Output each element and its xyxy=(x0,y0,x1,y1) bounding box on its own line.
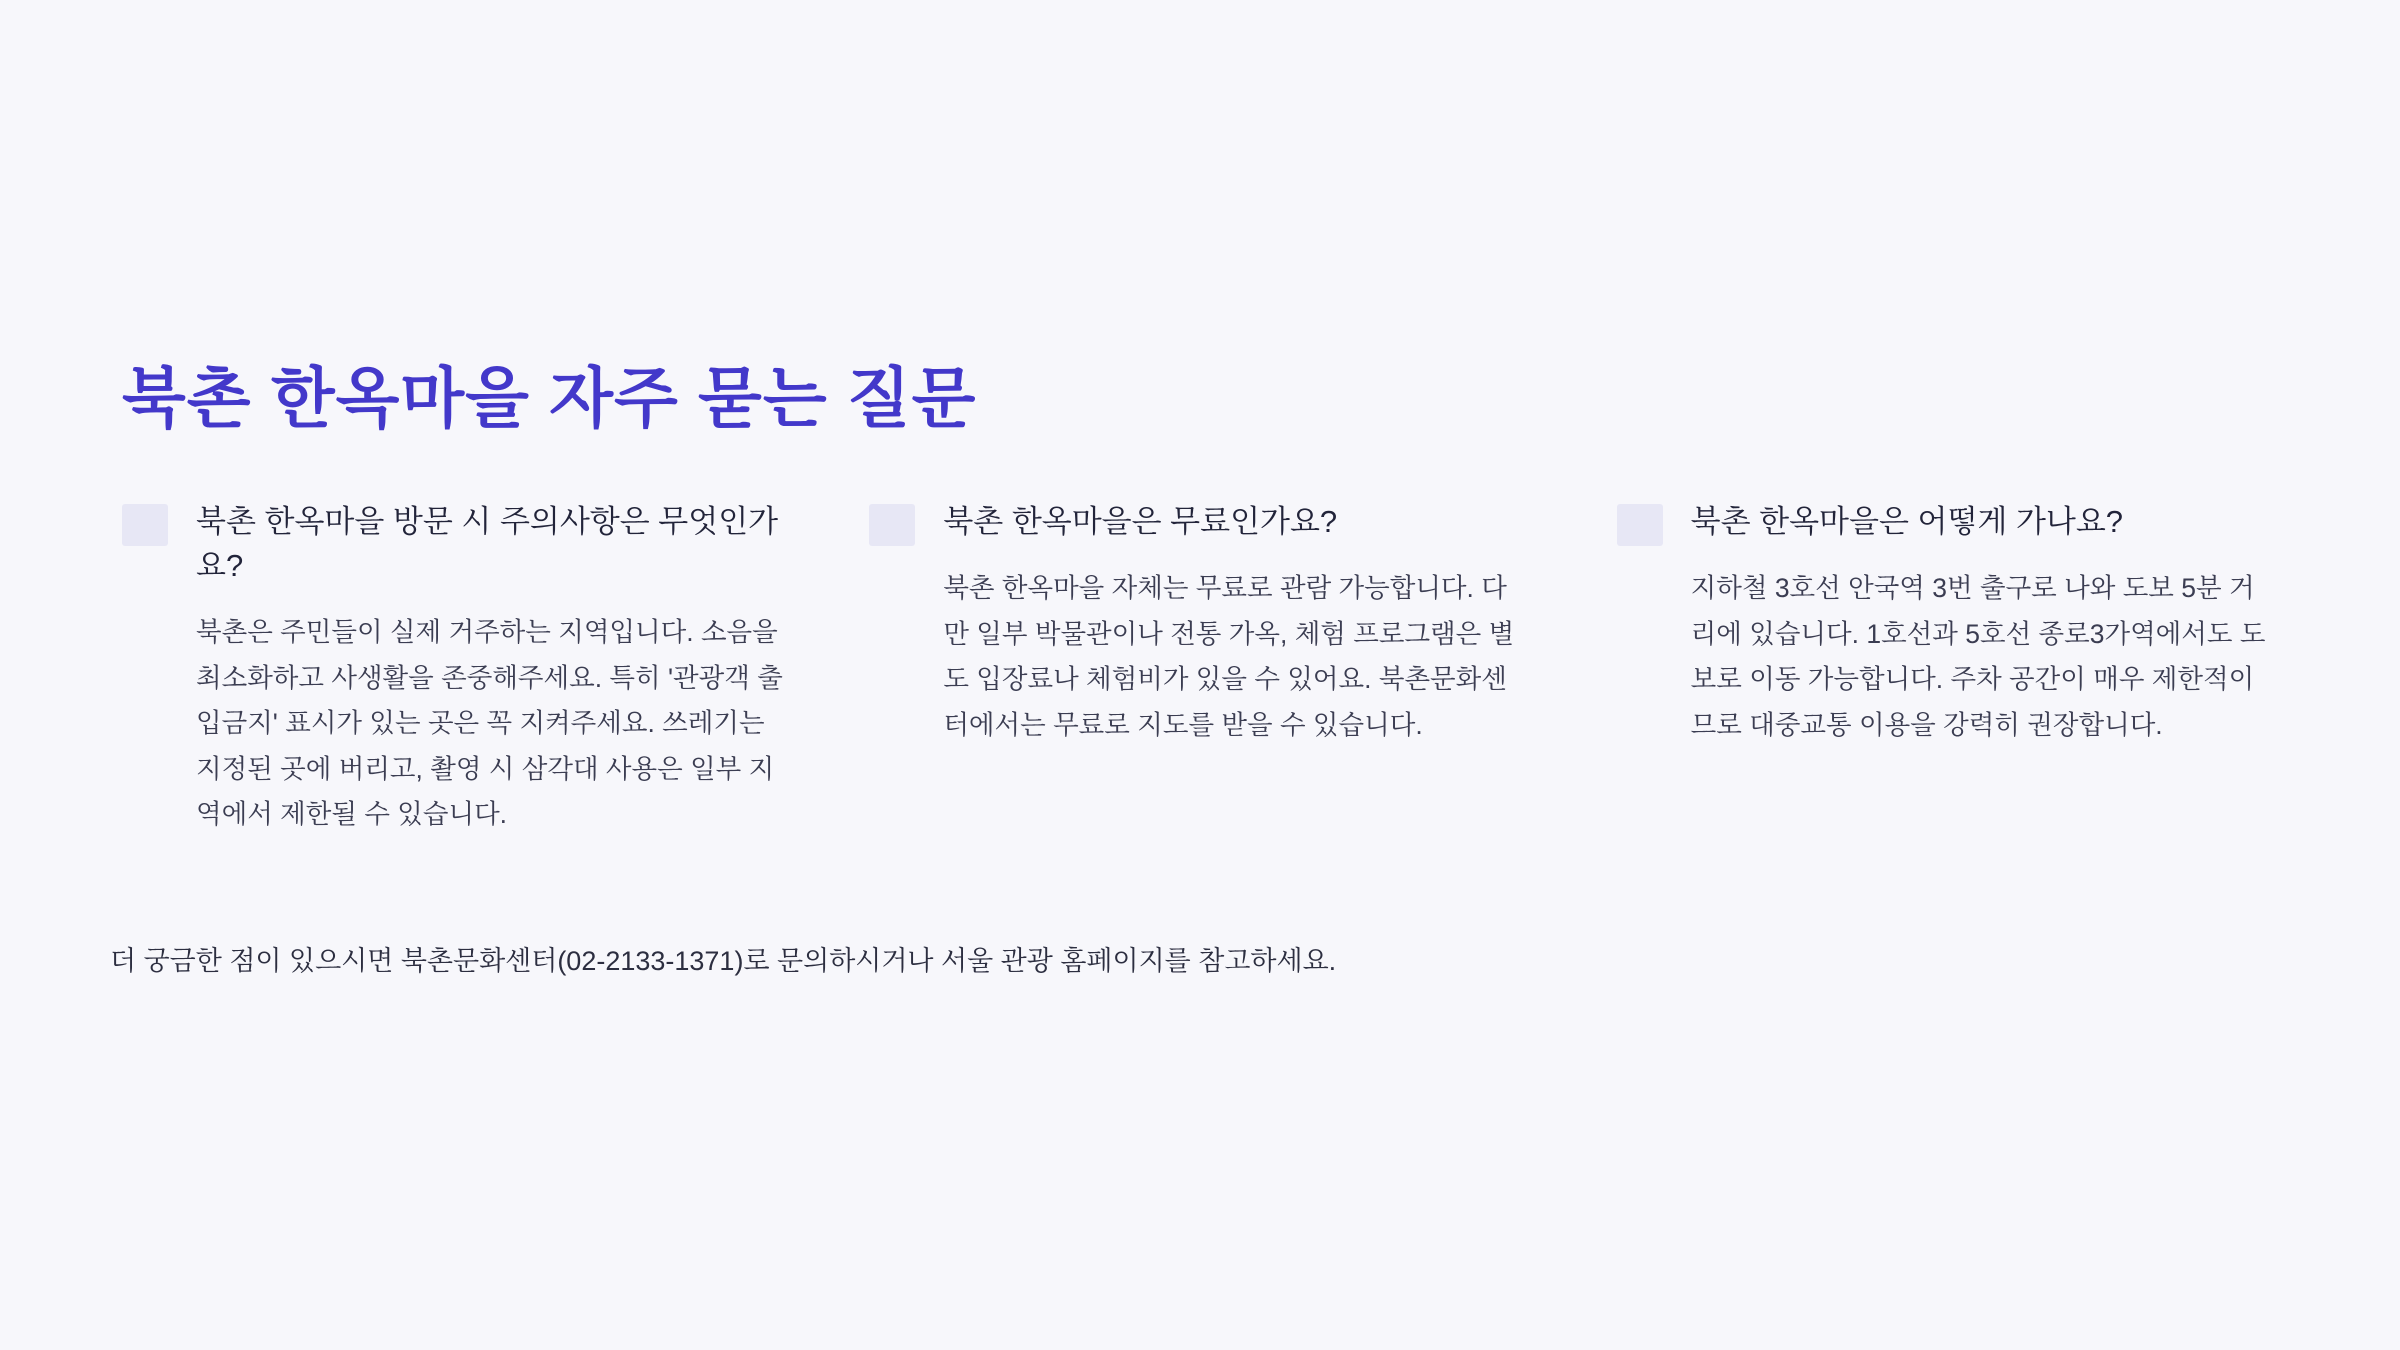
faq-list xyxy=(122,500,2278,838)
faq-answer: 북촌은 주민들이 실제 거주하는 지역입니다. 소음을 최소화하고 사생활을 존중해주세요. 특히 '관광객 출입금지' 표시가 있는 곳은 꼭 지켜주세요. 쓰레기는 지정된 곳에 버리고, 촬영 시 삼각대 사용은 일부 지역에서 제한될 수 있습니다. xyxy=(196,617,783,830)
question-square-icon xyxy=(122,504,168,546)
footer-note: 더 궁금한 점이 있으시면 북촌문화센터(02-2133-1371)로 문의하시거나 서울 관광 홈페이지를 참고하세요. xyxy=(110,946,1337,976)
page-title: 북촌 한옥마을 자주 묻는 질문 xyxy=(122,361,977,436)
faq-item xyxy=(1617,500,2278,748)
faq-question: 북촌 한옥마을은 무료인가요? xyxy=(943,504,1338,539)
faq-item xyxy=(122,500,783,838)
faq-item-body xyxy=(196,500,783,838)
faq-question: 북촌 한옥마을 방문 시 주의사항은 무엇인가요? xyxy=(196,504,779,584)
faq-item-body xyxy=(1691,500,2278,748)
faq-item xyxy=(869,500,1530,748)
faq-item-body xyxy=(943,500,1530,748)
faq-answer: 북촌 한옥마을 자체는 무료로 관람 가능합니다. 다만 일부 박물관이나 전통 가옥, 체험 프로그램은 별도 입장료나 체험비가 있을 수 있어요. 북촌문화센터에서는 무료로 지도를 받을 수 있습니다. xyxy=(943,573,1515,740)
question-square-icon xyxy=(869,504,915,546)
faq-answer: 지하철 3호선 안국역 3번 출구로 나와 도보 5분 거리에 있습니다. 1호선과 5호선 종로3가역에서도 도보로 이동 가능합니다. 주차 공간이 매우 제한적이므로 대중교통 이용을 강력히 권장합니다. xyxy=(1690,573,2266,740)
faq-question: 북촌 한옥마을은 어떻게 가나요? xyxy=(1690,504,2124,539)
question-square-icon xyxy=(1617,504,1663,546)
